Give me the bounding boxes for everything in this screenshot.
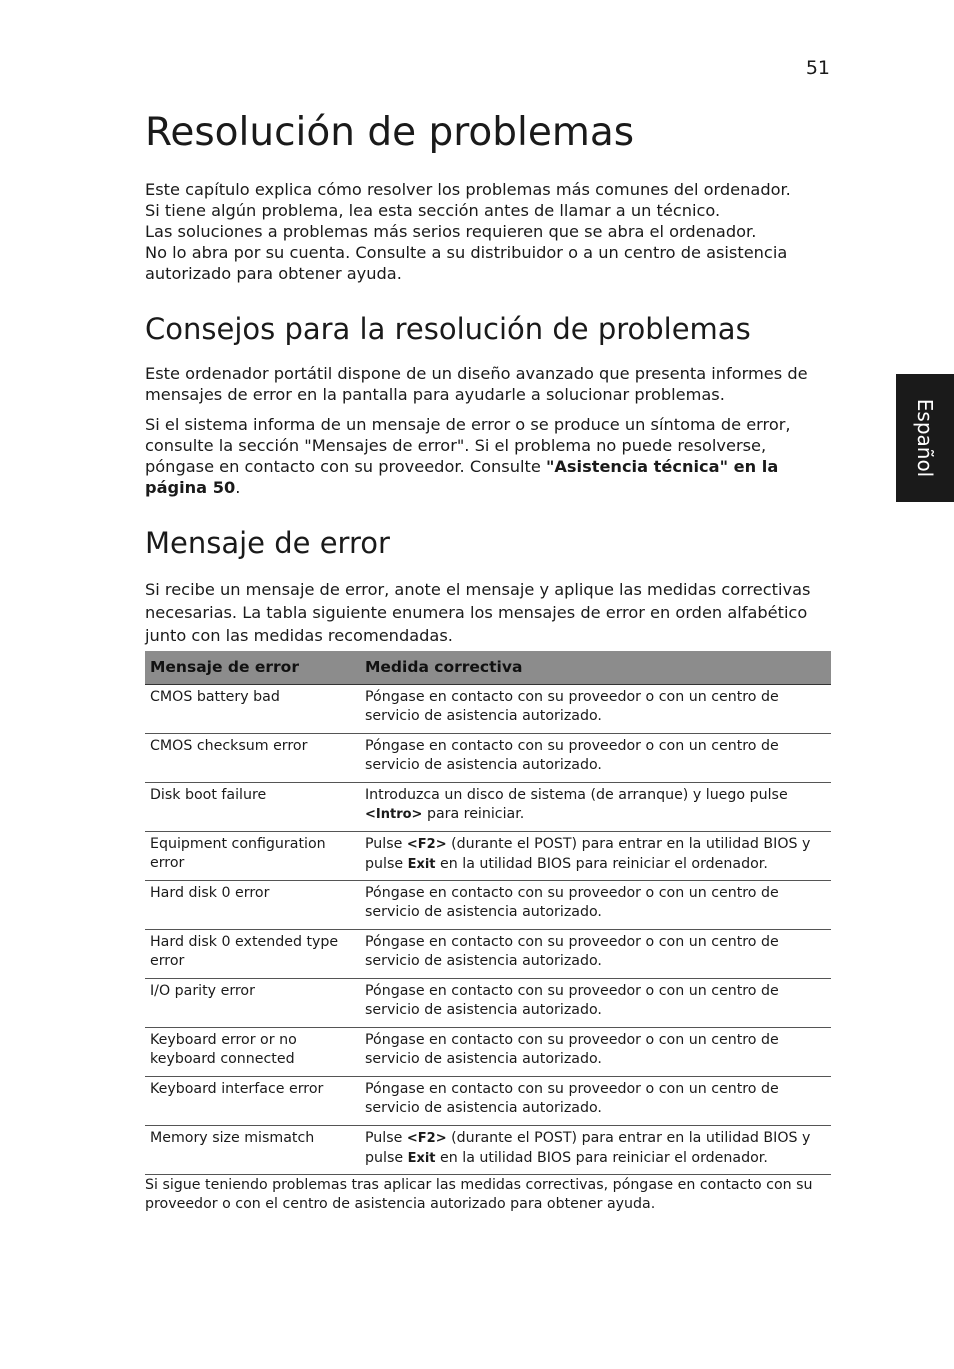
action-text: Pulse xyxy=(365,1130,407,1146)
error-message: I/O parity error xyxy=(145,979,360,1028)
error-message: Memory size mismatch xyxy=(145,1126,360,1175)
key-label: <Intro> xyxy=(365,806,423,822)
error-message: Keyboard interface error xyxy=(145,1077,360,1126)
error-message: Hard disk 0 extended type error xyxy=(145,930,360,979)
error-message: CMOS battery bad xyxy=(145,685,360,734)
error-message: Disk boot failure xyxy=(145,783,360,832)
key-label: <F2> xyxy=(406,1131,447,1146)
language-tab xyxy=(896,374,954,502)
table-row xyxy=(145,979,831,1028)
language-tab-label: Español xyxy=(913,398,937,478)
error-message: Equipment configuration error xyxy=(145,832,360,881)
intro-line: No lo abra por su cuenta. Consulte a su distribuidor o a un centro de asistencia autorizado para obtener ayuda. xyxy=(145,243,788,283)
table-row xyxy=(145,1028,831,1077)
key-label: <F2> xyxy=(406,837,447,852)
intro-line: Este capítulo explica cómo resolver los problemas más comunes del ordenador. xyxy=(145,180,791,199)
table-row xyxy=(145,1126,831,1175)
tips-paragraph-2-end: . xyxy=(235,478,241,497)
error-message: Hard disk 0 error xyxy=(145,881,360,930)
tips-paragraph-2 xyxy=(145,414,835,498)
action-text: (durante el POST) para entrar en la utilidad BIOS y pulse xyxy=(365,1130,811,1166)
page-number: 51 xyxy=(805,57,830,79)
error-action: Póngase en contacto con su proveedor o con un centro de servicio de asistencia autorizado. xyxy=(360,685,831,734)
section-title-errors: Mensaje de error xyxy=(145,526,390,560)
action-text: para reiniciar. xyxy=(422,805,525,822)
table-row xyxy=(145,685,831,734)
table-row xyxy=(145,930,831,979)
section-title-tips: Consejos para la resolución de problemas xyxy=(145,312,751,346)
table-footnote: Si sigue teniendo problemas tras aplicar las medidas correctivas, póngase en contacto con su proveedor o con el centro de asistencia autorizado para obtener ayuda. xyxy=(145,1177,813,1212)
action-text: en la utilidad BIOS para reiniciar el ordenador. xyxy=(435,855,768,872)
key-label: Exit xyxy=(407,856,436,872)
table-row xyxy=(145,881,831,930)
table-row xyxy=(145,1077,831,1126)
error-table xyxy=(145,651,831,1175)
error-action xyxy=(360,832,831,881)
error-message: Keyboard error or no keyboard connected xyxy=(145,1028,360,1077)
errors-intro: Si recibe un mensaje de error, anote el mensaje y aplique las medidas correctivas necesarias. La tabla siguiente enumera los mensajes de error en orden alfabético junto con las medidas recomendadas. xyxy=(145,580,811,645)
table-row xyxy=(145,832,831,881)
table-header-row xyxy=(145,651,831,685)
intro-line: Las soluciones a problemas más serios requieren que se abra el ordenador. xyxy=(145,222,757,241)
error-action: Póngase en contacto con su proveedor o con un centro de servicio de asistencia autorizado. xyxy=(360,1077,831,1126)
error-action: Póngase en contacto con su proveedor o con un centro de servicio de asistencia autorizado. xyxy=(360,881,831,930)
intro-text xyxy=(145,179,835,284)
error-action: Póngase en contacto con su proveedor o con un centro de servicio de asistencia autorizado. xyxy=(360,979,831,1028)
column-header-action: Medida correctiva xyxy=(360,651,831,685)
action-text: Introduzca un disco de sistema (de arranque) y luego pulse xyxy=(365,787,788,803)
column-header-message: Mensaje de error xyxy=(145,651,360,685)
chapter-title: Resolución de problemas xyxy=(145,110,635,155)
tips-paragraph-1: Este ordenador portátil dispone de un diseño avanzado que presenta informes de mensajes de error en la pantalla para ayudarle a solucionar problemas. xyxy=(145,364,808,404)
error-action xyxy=(360,783,831,832)
action-text: (durante el POST) para entrar en la utilidad BIOS y pulse xyxy=(365,836,811,872)
error-action: Póngase en contacto con su proveedor o con un centro de servicio de asistencia autorizado. xyxy=(360,1028,831,1077)
tech-support-link[interactable]: "Asistencia técnica" en la página 50 xyxy=(145,457,779,497)
action-text: Pulse xyxy=(365,836,407,852)
intro-line: Si tiene algún problema, lea esta sección antes de llamar a un técnico. xyxy=(145,201,721,220)
error-message: CMOS checksum error xyxy=(145,734,360,783)
tips-paragraph-2-text: Si el sistema informa de un mensaje de error o se produce un síntoma de error, consulte la sección "Mensajes de error". Si el problema no puede resolverse, póngase en contacto con su proveedor. Consulte xyxy=(145,415,791,476)
key-label: Exit xyxy=(407,1150,436,1166)
action-text: en la utilidad BIOS para reiniciar el ordenador. xyxy=(435,1149,768,1166)
error-action: Póngase en contacto con su proveedor o con un centro de servicio de asistencia autorizado. xyxy=(360,930,831,979)
error-action: Póngase en contacto con su proveedor o con un centro de servicio de asistencia autorizado. xyxy=(360,734,831,783)
table-row xyxy=(145,783,831,832)
error-action xyxy=(360,1126,831,1175)
table-row xyxy=(145,734,831,783)
